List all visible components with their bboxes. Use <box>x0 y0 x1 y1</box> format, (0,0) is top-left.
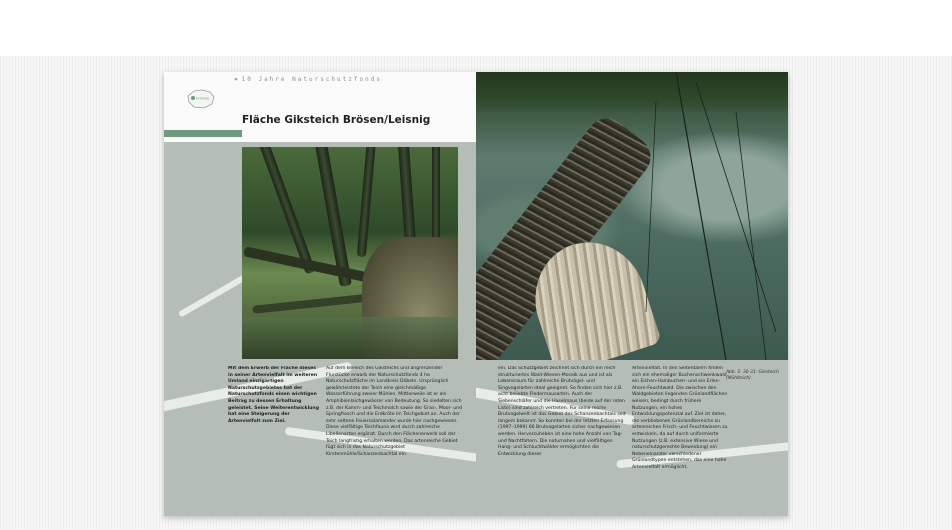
body-column-2: ein. Das Schutzgebiet zeichnet sich durch ein reich strukturiertes Wald-Wiesen-Mosaik aus und ist als Lebensraum für zahlreiche Brutvögel- und Singvogelarten ideal geeignet. So finden sich hier z.B. acht beliebte Fledermausarten. Auch der Siebenschläfer und die Haselmaus (beide auf der roten Liste) sind zahlreich vertreten. Für seine reiche Brutvogelwelt ist das Gebiet des Schanzenbachtals seit langem bekannt. So konnten bei der letzten Erfassung (1997–1999) 66 Brutvogelarten sicher nachgewiesen werden. Hervorzuheben ist eine hohe Anzahl von Tag- und Nachtfaltern. Die naturnahen und vielfältigen Hang- und Schluchtwälder ermöglichten die Entwicklung dieser <box>498 366 626 457</box>
accent-bar <box>164 130 242 137</box>
left-page <box>164 72 476 516</box>
lead-paragraph: Mit dem Erwerb der Fläche dieses in seiner Artenvielfalt im weiteren Umland einzigartigen Naturschutzgebietes hat der Naturschutzfonds einen wichtigen Beitrag zu dessen Erhaltung geleistet. Seine Weiterentwicklung hat eine Steigerung der Artenvielfalt zum Ziel. <box>228 366 319 424</box>
saxony-map-icon <box>186 88 216 110</box>
page-title: Fläche Giksteich Brösen/Leisnig <box>242 114 431 126</box>
fallen-tree-photo <box>476 72 788 360</box>
photo-caption: Abb. S. 30-31: Giksteich (Mühlteich) <box>726 370 779 381</box>
running-header-text: 10 Jahre Naturschutzfonds <box>241 76 382 83</box>
running-header <box>234 76 382 83</box>
body-column-1: Auf dem Bereich des Giksteichs und angrenzender Flurstücke erwarb der Naturschutzfonds 4 ha Naturschutzfläche im Landkreis Döbeln. Ursprünglich gewährleistete der Teich eine gleichmäßige Wasserführung zweier Mühlen. Mittlerweile ist er als Amphibienlaichgewässer von Bedeutung. So siedelten sich z.B. der Kamm- und Teichmolch sowie der Gras-, Moor- und Springfrosch und die Erdkröte im Teichgebiet an. Auch der sehr seltene Feuersalamander wurde hier nachgewiesen. Diese vielfältige Teichfauna wird durch zahlreiche Libellenarten ergänzt. Durch den Flächenerwerb soll der Teich langfristig erhalten werden. Das artenreiche Gebiet fügt sich in das Naturschutzgebiet Kirstenmühle/Schanzenbachtal ein. <box>326 366 462 457</box>
brochure-spread <box>164 72 788 516</box>
right-page <box>476 72 788 516</box>
running-header-marker: » <box>234 76 238 83</box>
map-label: Grimma <box>196 96 209 101</box>
body-column-3: Artenvielfalt. In den Seitentälern finden sich ein ehemaliger Buchenschwenkwald, ein Eichen-Hainbuchen- und ein Erlen-Ahorn-Feuchtwald. Die zwischen den Waldgebieten liegenden Grünlandflächen weisen, bedingt durch frühere Nutzungen, ein hohes Entwicklungspotenzial auf. Ziel ist daher, die verbliebenen Grünlandbereiche zu artenreichen Frisch- und Feuchtwiesen zu entwickeln, da auf durch uniformierte Nutzungen (z.B. extensive Wiese und naturschutzgerechte Beweidung) ein Nebeneinander verschiedener Grünlandtypen entstehen, das eine hohe Artenvielfalt ermöglicht. <box>632 366 728 470</box>
forest-roots-photo <box>242 147 458 359</box>
